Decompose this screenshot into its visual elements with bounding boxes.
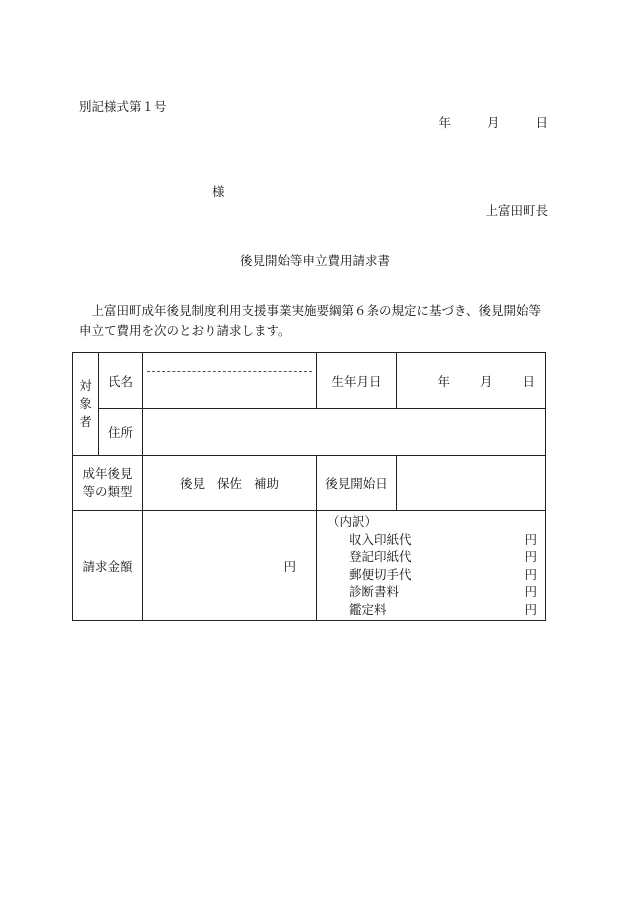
amount-yen: 円 bbox=[283, 558, 296, 574]
type-option-kouken[interactable]: 後見 bbox=[179, 476, 205, 491]
date-year: 年 bbox=[438, 115, 451, 130]
addressee-suffix: 様 bbox=[212, 184, 225, 199]
subject-label: 対 象 者 bbox=[73, 353, 99, 456]
guardian-type-options[interactable] bbox=[143, 456, 317, 511]
request-table bbox=[72, 352, 546, 621]
date-day: 日 bbox=[535, 115, 548, 130]
amount-field[interactable] bbox=[143, 511, 317, 621]
start-date-field[interactable] bbox=[397, 456, 546, 511]
birthdate-label: 生年月日 bbox=[317, 353, 397, 409]
birthdate-field[interactable]: 年 月 日 bbox=[397, 353, 546, 409]
address-field[interactable] bbox=[143, 409, 546, 456]
document-title: 後見開始等申立費用請求書 bbox=[239, 253, 390, 268]
guardian-type-label: 成年後見 等の類型 bbox=[73, 456, 143, 511]
breakdown bbox=[317, 511, 546, 621]
breakdown-item[interactable]: 収入印紙代 円 bbox=[349, 531, 537, 547]
address-label: 住所 bbox=[99, 409, 143, 456]
breakdown-item[interactable]: 郵便切手代 円 bbox=[349, 566, 537, 582]
name-field[interactable] bbox=[143, 353, 317, 409]
amount-label: 請求金額 bbox=[73, 511, 143, 621]
issuer: 上富田町長 bbox=[485, 203, 548, 218]
start-date-label: 後見開始日 bbox=[317, 456, 397, 511]
breakdown-item[interactable]: 鑑定料 円 bbox=[349, 601, 537, 617]
breakdown-title: （内訳） bbox=[327, 514, 378, 529]
type-option-hojo[interactable]: 補助 bbox=[254, 476, 280, 491]
type-option-hosa[interactable]: 保佐 bbox=[216, 476, 242, 491]
date-month: 月 bbox=[486, 115, 500, 130]
breakdown-item[interactable]: 診断書料 円 bbox=[349, 584, 537, 599]
date-line bbox=[438, 113, 548, 131]
breakdown-item[interactable]: 登記印紙代 円 bbox=[349, 549, 537, 564]
form-number: 別記様式第１号 bbox=[79, 99, 167, 114]
name-label: 氏名 bbox=[99, 353, 143, 409]
furigana-line bbox=[147, 371, 312, 372]
body-text: 上富田町成年後見制度利用支援事業実施要綱第６条の規定に基づき、後見開始等申立て費用を次のとおり請求します。 bbox=[79, 303, 542, 338]
